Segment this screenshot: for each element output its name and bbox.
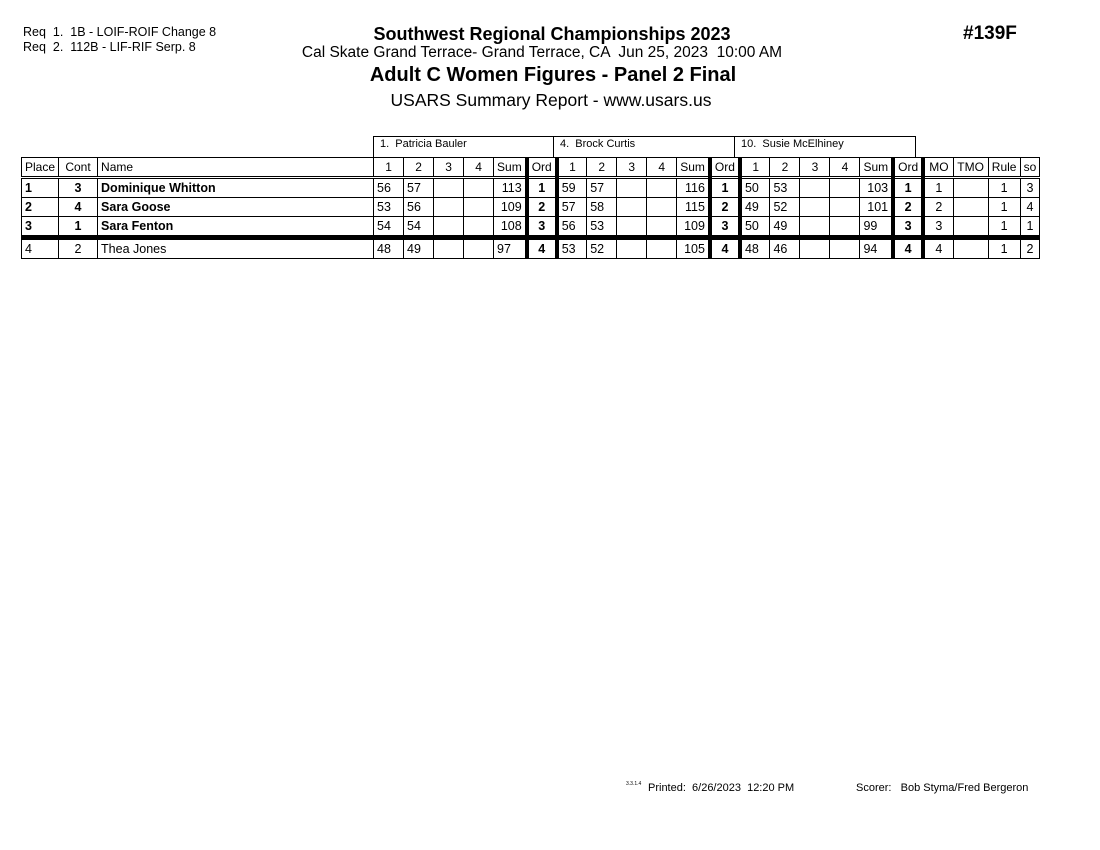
col-j2-s3: 3 xyxy=(617,158,647,178)
judge-header-2: 4. Brock Curtis xyxy=(553,136,735,157)
j1-score-3 xyxy=(434,178,464,198)
col-tmo: TMO xyxy=(953,158,988,178)
requirement-1: Req 1. 1B - LOIF-ROIF Change 8 xyxy=(23,25,217,39)
table-row xyxy=(22,238,1040,259)
event-number: #139F xyxy=(963,23,1017,44)
total-majority-ordinal xyxy=(953,178,988,198)
j1-score-1: 48 xyxy=(374,238,404,259)
j2-sum: 105 xyxy=(677,238,710,259)
j2-score-1: 56 xyxy=(557,217,587,238)
majority-ordinal: 4 xyxy=(923,238,953,259)
place: 3 xyxy=(22,217,59,238)
skating-order: 3 xyxy=(1020,178,1040,198)
j2-score-3 xyxy=(617,238,647,259)
j1-ordinal: 2 xyxy=(527,198,557,217)
contestant-number: 1 xyxy=(59,217,98,238)
col-j2-s2: 2 xyxy=(587,158,617,178)
col-j3-s3: 3 xyxy=(800,158,830,178)
col-j1-ord: Ord xyxy=(527,158,557,178)
j3-score-3 xyxy=(800,238,830,259)
col-j1-s2: 2 xyxy=(404,158,434,178)
j1-sum: 109 xyxy=(494,198,527,217)
j1-score-2: 54 xyxy=(404,217,434,238)
venue-date: Cal Skate Grand Terrace- Grand Terrace, CA Jun 25, 2023 10:00 AM xyxy=(301,44,783,61)
j3-score-2: 46 xyxy=(770,238,800,259)
j3-ordinal: 2 xyxy=(893,198,923,217)
j1-score-3 xyxy=(434,238,464,259)
col-j1-s4: 4 xyxy=(464,158,494,178)
rule: 1 xyxy=(988,217,1020,238)
col-j2-ord: Ord xyxy=(710,158,740,178)
j2-sum: 109 xyxy=(677,217,710,238)
judge-header-1: 1. Patricia Bauler xyxy=(373,136,554,157)
j3-score-1: 50 xyxy=(740,178,770,198)
j2-score-1: 57 xyxy=(557,198,587,217)
contestant-number: 4 xyxy=(59,198,98,217)
competition-title: Southwest Regional Championships 2023 xyxy=(373,24,731,44)
col-j2-s1: 1 xyxy=(557,158,587,178)
j2-ordinal: 1 xyxy=(710,178,740,198)
report-subtitle: USARS Summary Report - www.usars.us xyxy=(390,90,712,110)
majority-ordinal: 1 xyxy=(923,178,953,198)
judge-header-3: 10. Susie McElhiney xyxy=(734,136,916,157)
event-title: Adult C Women Figures - Panel 2 Final xyxy=(369,64,737,86)
j3-score-2: 53 xyxy=(770,178,800,198)
j2-ordinal: 4 xyxy=(710,238,740,259)
table-row xyxy=(22,217,1040,238)
printed-timestamp: Printed: 6/26/2023 12:20 PM xyxy=(648,782,795,794)
j2-score-3 xyxy=(617,217,647,238)
software-version: 3.3.1.4 xyxy=(626,781,642,787)
rule: 1 xyxy=(988,238,1020,259)
j2-score-3 xyxy=(617,198,647,217)
j1-ordinal: 1 xyxy=(527,178,557,198)
j3-ordinal: 3 xyxy=(893,217,923,238)
skater-name: Dominique Whitton xyxy=(98,178,374,198)
j1-score-3 xyxy=(434,198,464,217)
j3-sum: 101 xyxy=(860,198,893,217)
place: 4 xyxy=(22,238,59,259)
j1-score-4 xyxy=(464,217,494,238)
table-row xyxy=(22,198,1040,217)
j3-score-2: 52 xyxy=(770,198,800,217)
table-row xyxy=(22,178,1040,198)
j1-score-4 xyxy=(464,178,494,198)
col-j2-s4: 4 xyxy=(647,158,677,178)
majority-ordinal: 3 xyxy=(923,217,953,238)
requirement-2: Req 2. 112B - LIF-RIF Serp. 8 xyxy=(23,40,196,54)
j3-score-3 xyxy=(800,198,830,217)
j3-score-4 xyxy=(830,217,860,238)
j3-score-2: 49 xyxy=(770,217,800,238)
j2-score-4 xyxy=(647,178,677,198)
skater-name: Sara Fenton xyxy=(98,217,374,238)
j2-ordinal: 3 xyxy=(710,217,740,238)
j3-score-1: 48 xyxy=(740,238,770,259)
total-majority-ordinal xyxy=(953,238,988,259)
j1-sum: 113 xyxy=(494,178,527,198)
col-mo: MO xyxy=(923,158,953,178)
j1-score-3 xyxy=(434,217,464,238)
j1-score-4 xyxy=(464,238,494,259)
col-j3-sum: Sum xyxy=(860,158,893,178)
col-j2-sum: Sum xyxy=(677,158,710,178)
j1-score-1: 53 xyxy=(374,198,404,217)
col-j1-s3: 3 xyxy=(434,158,464,178)
col-j3-ord: Ord xyxy=(893,158,923,178)
scorer: Scorer: Bob Styma/Fred Bergeron xyxy=(856,782,1029,794)
j2-score-4 xyxy=(647,217,677,238)
j2-score-1: 53 xyxy=(557,238,587,259)
col-cont: Cont xyxy=(59,158,98,178)
contestant-number: 2 xyxy=(59,238,98,259)
results-table xyxy=(21,157,1040,259)
skater-name: Thea Jones xyxy=(98,238,374,259)
column-header-row xyxy=(22,158,1040,178)
col-name: Name xyxy=(98,158,374,178)
j2-score-2: 58 xyxy=(587,198,617,217)
j1-score-2: 49 xyxy=(404,238,434,259)
skater-name: Sara Goose xyxy=(98,198,374,217)
col-j3-s2: 2 xyxy=(770,158,800,178)
j2-sum: 116 xyxy=(677,178,710,198)
j3-score-1: 50 xyxy=(740,217,770,238)
col-j1-s1: 1 xyxy=(374,158,404,178)
j1-score-2: 57 xyxy=(404,178,434,198)
col-so: so xyxy=(1020,158,1040,178)
j3-sum: 103 xyxy=(860,178,893,198)
majority-ordinal: 2 xyxy=(923,198,953,217)
j3-score-4 xyxy=(830,238,860,259)
j2-score-2: 57 xyxy=(587,178,617,198)
col-rule: Rule xyxy=(988,158,1020,178)
place: 1 xyxy=(22,178,59,198)
j3-sum: 99 xyxy=(860,217,893,238)
skating-order: 2 xyxy=(1020,238,1040,259)
j1-score-2: 56 xyxy=(404,198,434,217)
j3-ordinal: 4 xyxy=(893,238,923,259)
j3-score-3 xyxy=(800,217,830,238)
col-place: Place xyxy=(22,158,59,178)
j1-sum: 97 xyxy=(494,238,527,259)
rule: 1 xyxy=(988,178,1020,198)
rule: 1 xyxy=(988,198,1020,217)
col-j1-sum: Sum xyxy=(494,158,527,178)
j1-sum: 108 xyxy=(494,217,527,238)
col-j3-s1: 1 xyxy=(740,158,770,178)
j3-score-3 xyxy=(800,178,830,198)
total-majority-ordinal xyxy=(953,198,988,217)
j2-score-4 xyxy=(647,238,677,259)
j2-score-2: 52 xyxy=(587,238,617,259)
j3-ordinal: 1 xyxy=(893,178,923,198)
j2-score-1: 59 xyxy=(557,178,587,198)
place: 2 xyxy=(22,198,59,217)
j1-score-4 xyxy=(464,198,494,217)
j2-ordinal: 2 xyxy=(710,198,740,217)
skating-order: 4 xyxy=(1020,198,1040,217)
j2-score-3 xyxy=(617,178,647,198)
j2-score-2: 53 xyxy=(587,217,617,238)
col-j3-s4: 4 xyxy=(830,158,860,178)
j1-score-1: 54 xyxy=(374,217,404,238)
j2-score-4 xyxy=(647,198,677,217)
j1-ordinal: 3 xyxy=(527,217,557,238)
contestant-number: 3 xyxy=(59,178,98,198)
j3-score-4 xyxy=(830,178,860,198)
j1-score-1: 56 xyxy=(374,178,404,198)
j3-score-1: 49 xyxy=(740,198,770,217)
j3-sum: 94 xyxy=(860,238,893,259)
total-majority-ordinal xyxy=(953,217,988,238)
j3-score-4 xyxy=(830,198,860,217)
j2-sum: 115 xyxy=(677,198,710,217)
skating-order: 1 xyxy=(1020,217,1040,238)
j1-ordinal: 4 xyxy=(527,238,557,259)
